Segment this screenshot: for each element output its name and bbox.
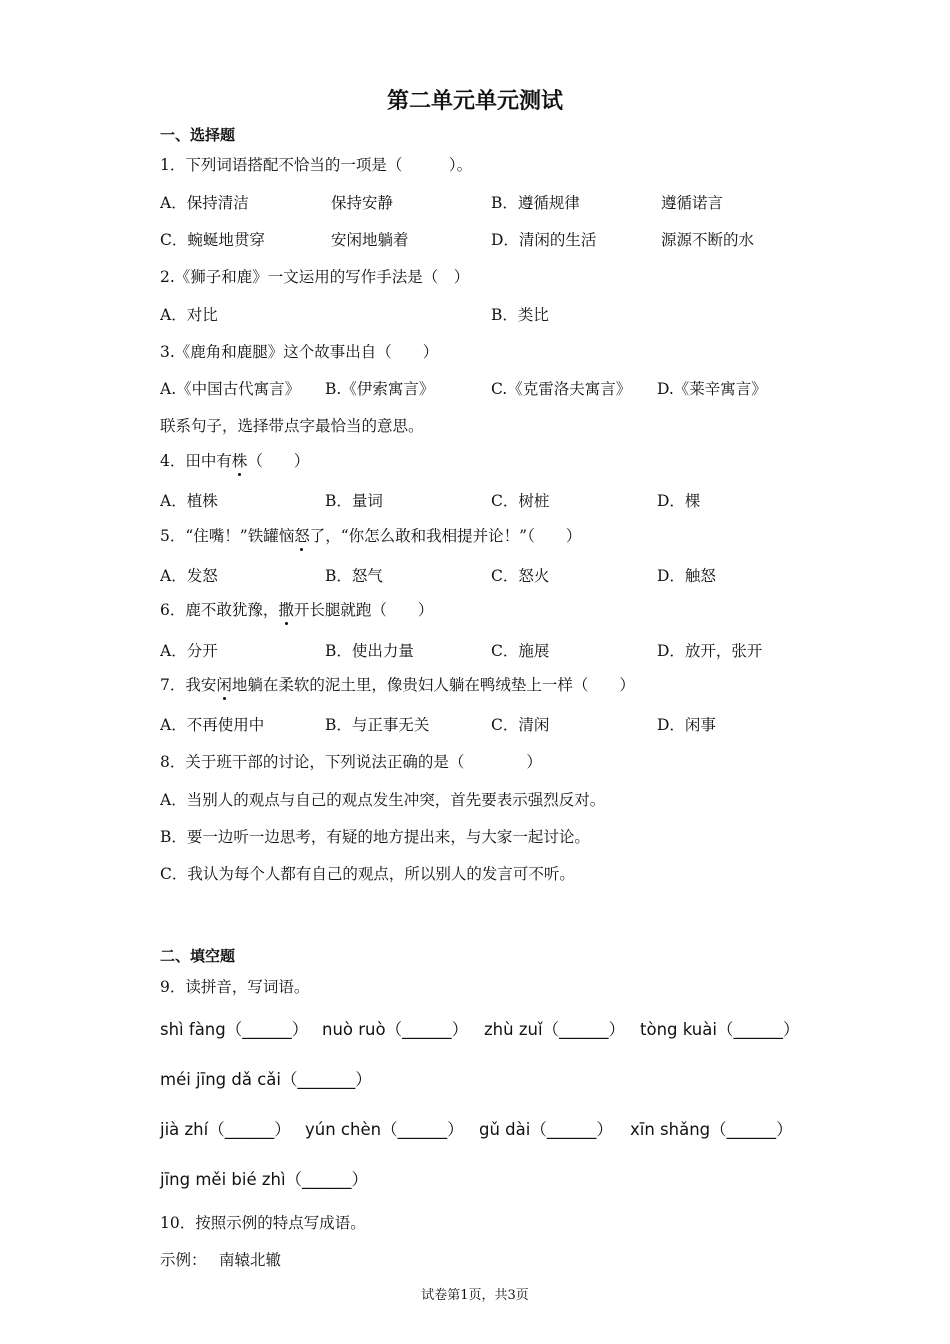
section-heading-choice: 一、选择题 bbox=[160, 126, 236, 144]
question-5-stem bbox=[160, 526, 581, 546]
question-1-option-a-part2: 保持安静 bbox=[331, 194, 394, 212]
question-6-option-a: A．分开 bbox=[160, 642, 218, 660]
question-2-option-b: B．类比 bbox=[491, 306, 549, 324]
question-5-option-d: D．触怒 bbox=[657, 567, 716, 585]
question-4-option-c: C．树桩 bbox=[491, 492, 550, 510]
question-3-option-d: D.《莱辛寓言》 bbox=[657, 380, 767, 398]
question-6-stem-post: 开长腿就跑（ ） bbox=[293, 601, 434, 619]
pinyin-blank[interactable]: shì fàng（______） bbox=[160, 1020, 309, 1039]
question-4-option-a: A．植株 bbox=[160, 492, 218, 510]
question-2-option-a: A．对比 bbox=[160, 306, 218, 324]
page-title: 第二单元单元测试 bbox=[386, 89, 563, 114]
question-5-stem-pre: 5．“住嘴！”铁罐恼 bbox=[160, 527, 295, 545]
question-1-stem: 1．下列词语搭配不恰当的一项是（ ）。 bbox=[160, 156, 473, 174]
question-6-option-b: B．使出力量 bbox=[325, 642, 414, 660]
question-4-stem bbox=[160, 451, 309, 471]
question-2-stem: 2.《狮子和鹿》一文运用的写作手法是（ ） bbox=[160, 268, 470, 286]
pinyin-blank[interactable]: gǔ dài（______） bbox=[479, 1120, 613, 1139]
question-7-stem-post: 地躺在柔软的泥土里，像贵妇人躺在鸭绒垫上一样（ ） bbox=[231, 676, 635, 694]
pinyin-blank[interactable]: xīn shǎng（______） bbox=[630, 1120, 793, 1139]
question-1-option-d: D．清闲的生活 bbox=[491, 231, 597, 249]
question-6-stem bbox=[160, 600, 433, 620]
question-5-option-b: B．怒气 bbox=[325, 567, 383, 585]
question-6-option-d: D．放开，张开 bbox=[657, 642, 763, 660]
pinyin-blank[interactable]: zhù zuǐ（______） bbox=[484, 1020, 626, 1039]
question-4-stem-post: （ ） bbox=[247, 452, 310, 470]
example-label: 示例： bbox=[160, 1251, 207, 1269]
pinyin-blank[interactable]: yún chèn（______） bbox=[305, 1120, 464, 1139]
pinyin-blank[interactable]: méi jīng dǎ cǎi（_______） bbox=[160, 1070, 372, 1089]
question-3-stem: 3.《鹿角和鹿腿》这个故事出自（ ） bbox=[160, 343, 439, 361]
instruction-text: 联系句子，选择带点字最恰当的意思。 bbox=[160, 417, 424, 435]
pinyin-blank[interactable]: nuò ruò（______） bbox=[322, 1020, 469, 1039]
question-1-option-d-part2: 源源不断的水 bbox=[661, 231, 755, 249]
example-idiom: 南辕北辙 bbox=[219, 1251, 282, 1269]
question-6-stem-pre: 6．鹿不敢犹豫， bbox=[160, 601, 279, 619]
pinyin-blank[interactable]: jīng měi bié zhì（______） bbox=[160, 1170, 369, 1189]
page-footer: 试卷第1页，共3页 bbox=[421, 1288, 529, 1303]
question-1-option-a: A．保持清洁 bbox=[160, 194, 249, 212]
question-3-option-a: A.《中国古代寓言》 bbox=[160, 380, 301, 398]
question-8-option-b: B．要一边听一边思考，有疑的地方提出来，与大家一起讨论。 bbox=[160, 828, 590, 846]
question-9-stem: 9．读拼音，写词语。 bbox=[160, 978, 310, 996]
question-7-dotted-char: 闲 bbox=[216, 676, 232, 694]
question-7-option-c: C．清闲 bbox=[491, 716, 550, 734]
pinyin-blank[interactable]: jià zhí（______） bbox=[160, 1120, 291, 1139]
question-1-option-b-part2: 遵循诺言 bbox=[661, 194, 724, 212]
question-7-option-d: D．闲事 bbox=[657, 716, 716, 734]
question-5-option-c: C．怒火 bbox=[491, 567, 550, 585]
question-7-option-a: A．不再使用中 bbox=[160, 716, 265, 734]
question-5-dotted-char: 怒 bbox=[294, 527, 310, 545]
question-4-dotted-char: 株 bbox=[231, 452, 248, 470]
question-7-option-b: B．与正事无关 bbox=[325, 716, 430, 734]
question-8-stem: 8．关于班干部的讨论，下列说法正确的是（ ） bbox=[160, 753, 542, 771]
question-3-option-b: B.《伊索寓言》 bbox=[325, 380, 435, 398]
question-8-option-c: C．我认为每个人都有自己的观点，所以别人的发言可不听。 bbox=[160, 865, 575, 883]
question-5-option-a: A．发怒 bbox=[160, 567, 218, 585]
question-4-option-d: D．棵 bbox=[657, 492, 701, 510]
question-3-option-c: C.《克雷洛夫寓言》 bbox=[491, 380, 632, 398]
question-8-option-a: A．当别人的观点与自己的观点发生冲突，首先要表示强烈反对。 bbox=[160, 791, 606, 809]
question-6-dotted-char: 撒 bbox=[278, 601, 294, 619]
question-6-option-c: C．施展 bbox=[491, 642, 550, 660]
question-4-stem-pre: 4．田中有 bbox=[160, 452, 232, 470]
question-7-stem bbox=[160, 675, 635, 695]
question-4-option-b: B．量词 bbox=[325, 492, 383, 510]
question-1-option-b: B．遵循规律 bbox=[491, 194, 580, 212]
section-heading-fill: 二、填空题 bbox=[160, 947, 236, 965]
question-5-stem-post: 了，“你怎么敢和我相提并论！”（ ） bbox=[309, 527, 582, 545]
question-1-option-c: C．蜿蜒地贯穿 bbox=[160, 231, 265, 249]
question-1-option-c-part2: 安闲地躺着 bbox=[331, 231, 409, 249]
question-10-stem: 10．按照示例的特点写成语。 bbox=[160, 1214, 366, 1232]
pinyin-blank[interactable]: tòng kuài（______） bbox=[640, 1020, 800, 1039]
question-7-stem-pre: 7．我安 bbox=[160, 676, 217, 694]
